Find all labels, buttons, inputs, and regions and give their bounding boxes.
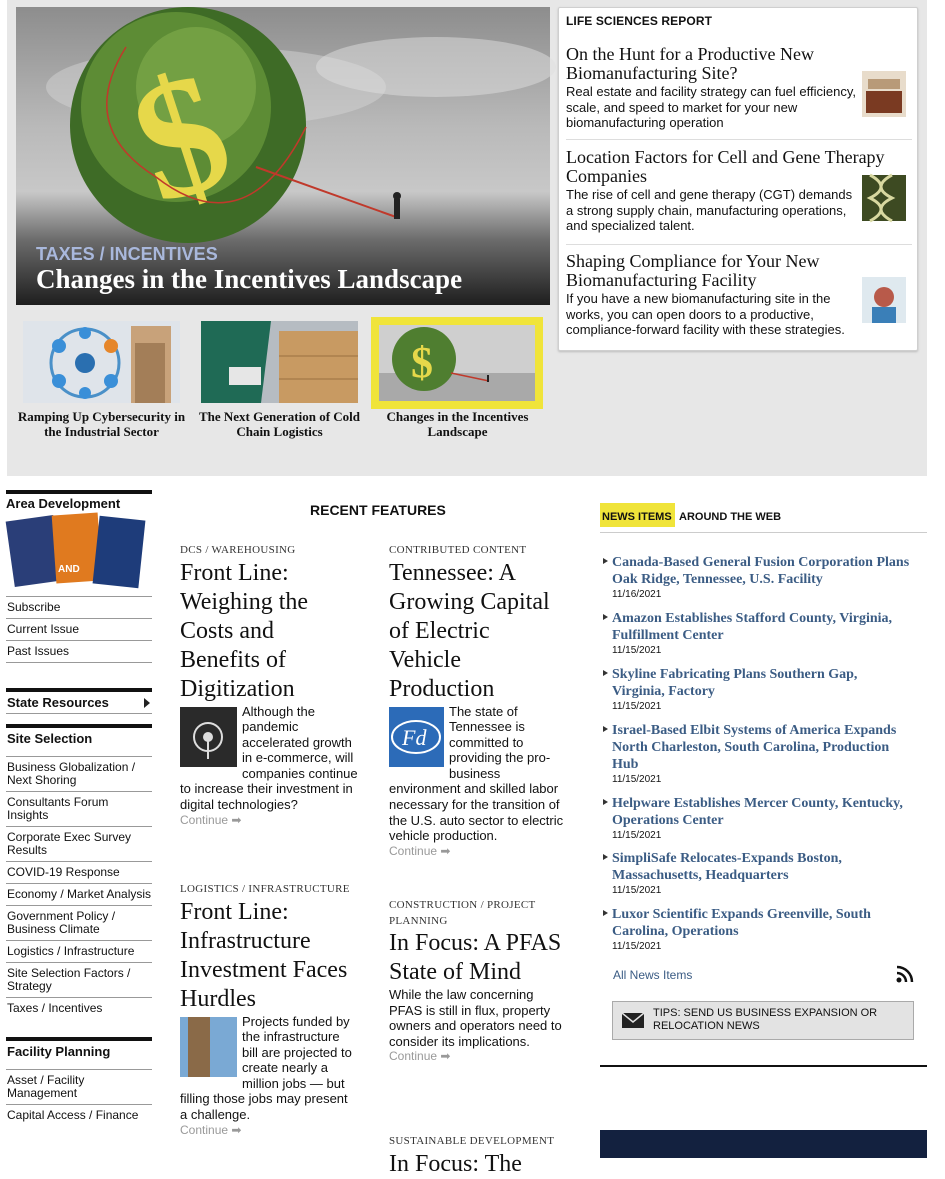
life-sciences-report-box	[558, 7, 918, 351]
news-bottom-rule	[600, 1065, 927, 1067]
article-card[interactable]	[389, 543, 567, 859]
article-card[interactable]	[180, 543, 358, 828]
thumb-caption-cybersecurity[interactable]: Ramping Up Cybersecurity in the Industrial Sector	[17, 409, 186, 439]
news-item-date: 11/15/2021	[612, 885, 662, 896]
news-item-title[interactable]: Amazon Establishes Stafford County, Virginia, Fulfillment Center	[603, 610, 913, 644]
ls-item[interactable]	[566, 252, 912, 347]
news-item[interactable]	[603, 722, 913, 786]
construction-icon	[180, 1017, 237, 1077]
article-continue-link[interactable]: Continue ➡	[389, 1049, 451, 1064]
article-continue-link[interactable]: Continue ➡	[180, 1122, 242, 1137]
news-item-title[interactable]: Helpware Establishes Mercer County, Kentucky, Operations Center	[603, 795, 913, 829]
thumb-caption-incentives[interactable]: Changes in the Incentives Landscape	[386, 409, 529, 439]
site-selection-heading[interactable]: Site Selection	[6, 724, 152, 756]
news-tabs-divider	[600, 532, 927, 533]
ls-item-title[interactable]: On the Hunt for a Productive New Biomanufacturing Site?	[566, 44, 814, 83]
thumb-incentives-image[interactable]	[379, 325, 535, 401]
ls-item-title[interactable]: Location Factors for Cell and Gene Therapy Companies	[566, 147, 885, 186]
svg-text:AND: AND	[58, 564, 80, 575]
svg-text:$: $	[111, 34, 251, 240]
ls-item-thumbnail[interactable]	[862, 175, 906, 221]
article-category[interactable]: CONSTRUCTION / PROJECT PLANNING	[389, 899, 536, 927]
sidebar-link-site-selection[interactable]: Government Policy / Business Climate	[6, 905, 152, 940]
sidebar-link-site-selection[interactable]: Economy / Market Analysis	[6, 883, 152, 905]
sidebar-link-past-issues[interactable]: Past Issues	[6, 640, 152, 663]
article-category[interactable]: DCS / WAREHOUSING	[180, 544, 296, 556]
magazine-covers-image[interactable]	[6, 512, 152, 588]
ls-item-thumbnail[interactable]	[862, 277, 906, 323]
promo-banner[interactable]	[600, 1130, 927, 1158]
article-card[interactable]	[180, 882, 358, 1138]
article-category[interactable]: LOGISTICS / INFRASTRUCTURE	[180, 883, 350, 895]
ford-logo-icon	[389, 707, 444, 767]
sidebar-link-site-selection[interactable]: Consultants Forum Insights	[6, 791, 152, 826]
ls-item-desc: The rise of cell and gene therapy (CGT) demands a strong supply chain, manufacturing operations, and specialized talent.	[566, 187, 853, 233]
article-category[interactable]: SUSTAINABLE DEVELOPMENT	[389, 1135, 555, 1147]
news-item[interactable]	[603, 666, 913, 713]
sidebar-link-current-issue[interactable]: Current Issue	[6, 618, 152, 640]
svg-text:Fd: Fd	[402, 724, 427, 750]
digital-signal-icon	[180, 707, 237, 767]
article-title[interactable]: Front Line: Infrastructure Investment Faces Hurdles	[180, 898, 348, 1012]
envelope-icon	[621, 1012, 645, 1029]
state-resources-toggle[interactable]	[6, 688, 152, 714]
news-item-date: 11/15/2021	[612, 830, 662, 841]
sidebar-link-facility[interactable]: Asset / Facility Management	[6, 1069, 152, 1104]
arrow-right-icon: ➡	[231, 1122, 242, 1137]
news-item-date: 11/16/2021	[612, 589, 662, 600]
sidebar-link-subscribe[interactable]: Subscribe	[6, 596, 152, 618]
ls-item[interactable]	[566, 45, 912, 140]
hero-title[interactable]: Changes in the Incentives Landscape	[36, 264, 463, 294]
article-excerpt: Although the pandemic accelerated growth in e-commerce, will companies continue to increase their investment in digital technologies?	[180, 703, 358, 813]
left-sidebar	[6, 490, 152, 1126]
thumb-cold-chain-image[interactable]	[201, 321, 358, 403]
ls-item[interactable]	[566, 148, 912, 245]
arrow-right-icon: ➡	[231, 812, 242, 827]
state-resources-label: State Resources	[7, 695, 109, 710]
arrow-right-icon: ➡	[440, 843, 451, 858]
article-title[interactable]: Front Line: Weighing the Costs and Benefits of Digitization	[180, 559, 309, 702]
article-title[interactable]: In Focus: The	[389, 1150, 522, 1177]
all-news-items-link[interactable]: All News Items	[613, 968, 693, 982]
news-item-date: 11/15/2021	[612, 774, 662, 785]
news-item-title[interactable]: Canada-Based General Fusion Corporation Plans Oak Ridge, Tennessee, U.S. Facility	[603, 554, 913, 588]
sidebar-link-site-selection[interactable]: COVID-19 Response	[6, 861, 152, 883]
news-item[interactable]	[603, 906, 913, 953]
ls-item-title[interactable]: Shaping Compliance for Your New Biomanufacturing Facility	[566, 251, 820, 290]
tips-box[interactable]	[612, 1001, 914, 1040]
tab-around-the-web[interactable]: AROUND THE WEB	[679, 511, 782, 523]
ls-item-desc: Real estate and facility strategy can fuel efficiency, scale, and speed to market for your new biomanufacturing operation	[566, 84, 857, 130]
tips-text[interactable]: TIPS: SEND US BUSINESS EXPANSION OR RELOCATION NEWS	[653, 1007, 878, 1032]
news-item[interactable]	[603, 610, 913, 657]
magazine-heading[interactable]: Area Development	[6, 490, 152, 512]
ls-item-thumbnail[interactable]	[862, 71, 906, 117]
svg-text:$: $	[411, 338, 433, 387]
news-item-title[interactable]: Luxor Scientific Expands Greenville, South Carolina, Operations	[603, 906, 913, 940]
sidebar-link-facility[interactable]: Capital Access / Finance	[6, 1104, 152, 1126]
sidebar-link-site-selection[interactable]: Corporate Exec Survey Results	[6, 826, 152, 861]
article-card[interactable]	[389, 1134, 567, 1177]
news-item[interactable]	[603, 850, 913, 897]
article-category[interactable]: CONTRIBUTED CONTENT	[389, 544, 527, 556]
facility-planning-heading[interactable]: Facility Planning	[6, 1037, 152, 1069]
cybersecurity-illustration	[23, 321, 180, 403]
sidebar-link-site-selection[interactable]: Site Selection Factors / Strategy	[6, 962, 152, 997]
news-item-date: 11/15/2021	[612, 701, 662, 712]
article-continue-link[interactable]: Continue ➡	[389, 843, 451, 858]
incentives-illustration	[379, 325, 535, 401]
sidebar-link-site-selection[interactable]: Business Globalization / Next Shoring	[6, 756, 152, 791]
thumb-cybersecurity-image[interactable]	[23, 321, 180, 403]
news-item[interactable]	[603, 795, 913, 842]
news-item-title[interactable]: SimpliSafe Relocates-Expands Boston, Massachusetts, Headquarters	[603, 850, 913, 884]
life-sciences-heading: LIFE SCIENCES REPORT	[566, 14, 713, 28]
news-item[interactable]	[603, 554, 913, 601]
news-item-title[interactable]: Skyline Fabricating Plans Southern Gap, Virginia, Factory	[603, 666, 913, 700]
rss-icon[interactable]	[896, 965, 914, 983]
article-excerpt: The state of Tennessee is committed to providing the pro-business environment and skilled labor necessary for the transition of the U.S. auto sector to electric vehicle production.	[389, 703, 564, 844]
recent-features-heading: RECENT FEATURES	[310, 502, 446, 518]
hero-category[interactable]: TAXES / INCENTIVES	[36, 244, 218, 264]
news-item-date: 11/15/2021	[612, 941, 662, 952]
article-continue-link[interactable]: Continue ➡	[180, 812, 242, 827]
article-title[interactable]: Tennessee: A Growing Capital of Electric Vehicle Production	[389, 559, 550, 702]
ls-item-desc: If you have a new biomanufacturing site in the works, you can open doors to a productive, compliance-forward facility with these strategies.	[566, 291, 845, 337]
news-item-title[interactable]: Israel-Based Elbit Systems of America Expands North Charleston, South Carolina, Production Hub	[603, 722, 913, 773]
article-title[interactable]: In Focus: A PFAS State of Mind	[389, 930, 562, 985]
sidebar-link-site-selection[interactable]: Taxes / Incentives	[6, 997, 152, 1019]
chevron-right-icon	[144, 698, 150, 708]
article-card[interactable]	[389, 898, 567, 1064]
tab-news-items[interactable]: NEWS ITEMS	[600, 503, 675, 527]
cold-chain-illustration	[201, 321, 358, 403]
sidebar-link-site-selection[interactable]: Logistics / Infrastructure	[6, 940, 152, 962]
article-excerpt: Projects funded by the infrastructure bill are projected to create nearly a million jobs — but filling those jobs may present a challenge.	[180, 1013, 352, 1123]
arrow-right-icon: ➡	[440, 1049, 451, 1064]
news-item-date: 11/15/2021	[612, 645, 662, 656]
thumb-caption-cold-chain[interactable]: The Next Generation of Cold Chain Logistics	[198, 409, 361, 439]
article-excerpt: While the law concerning PFAS is still in flux, property owners and operators need to consider its implications.	[389, 987, 562, 1049]
